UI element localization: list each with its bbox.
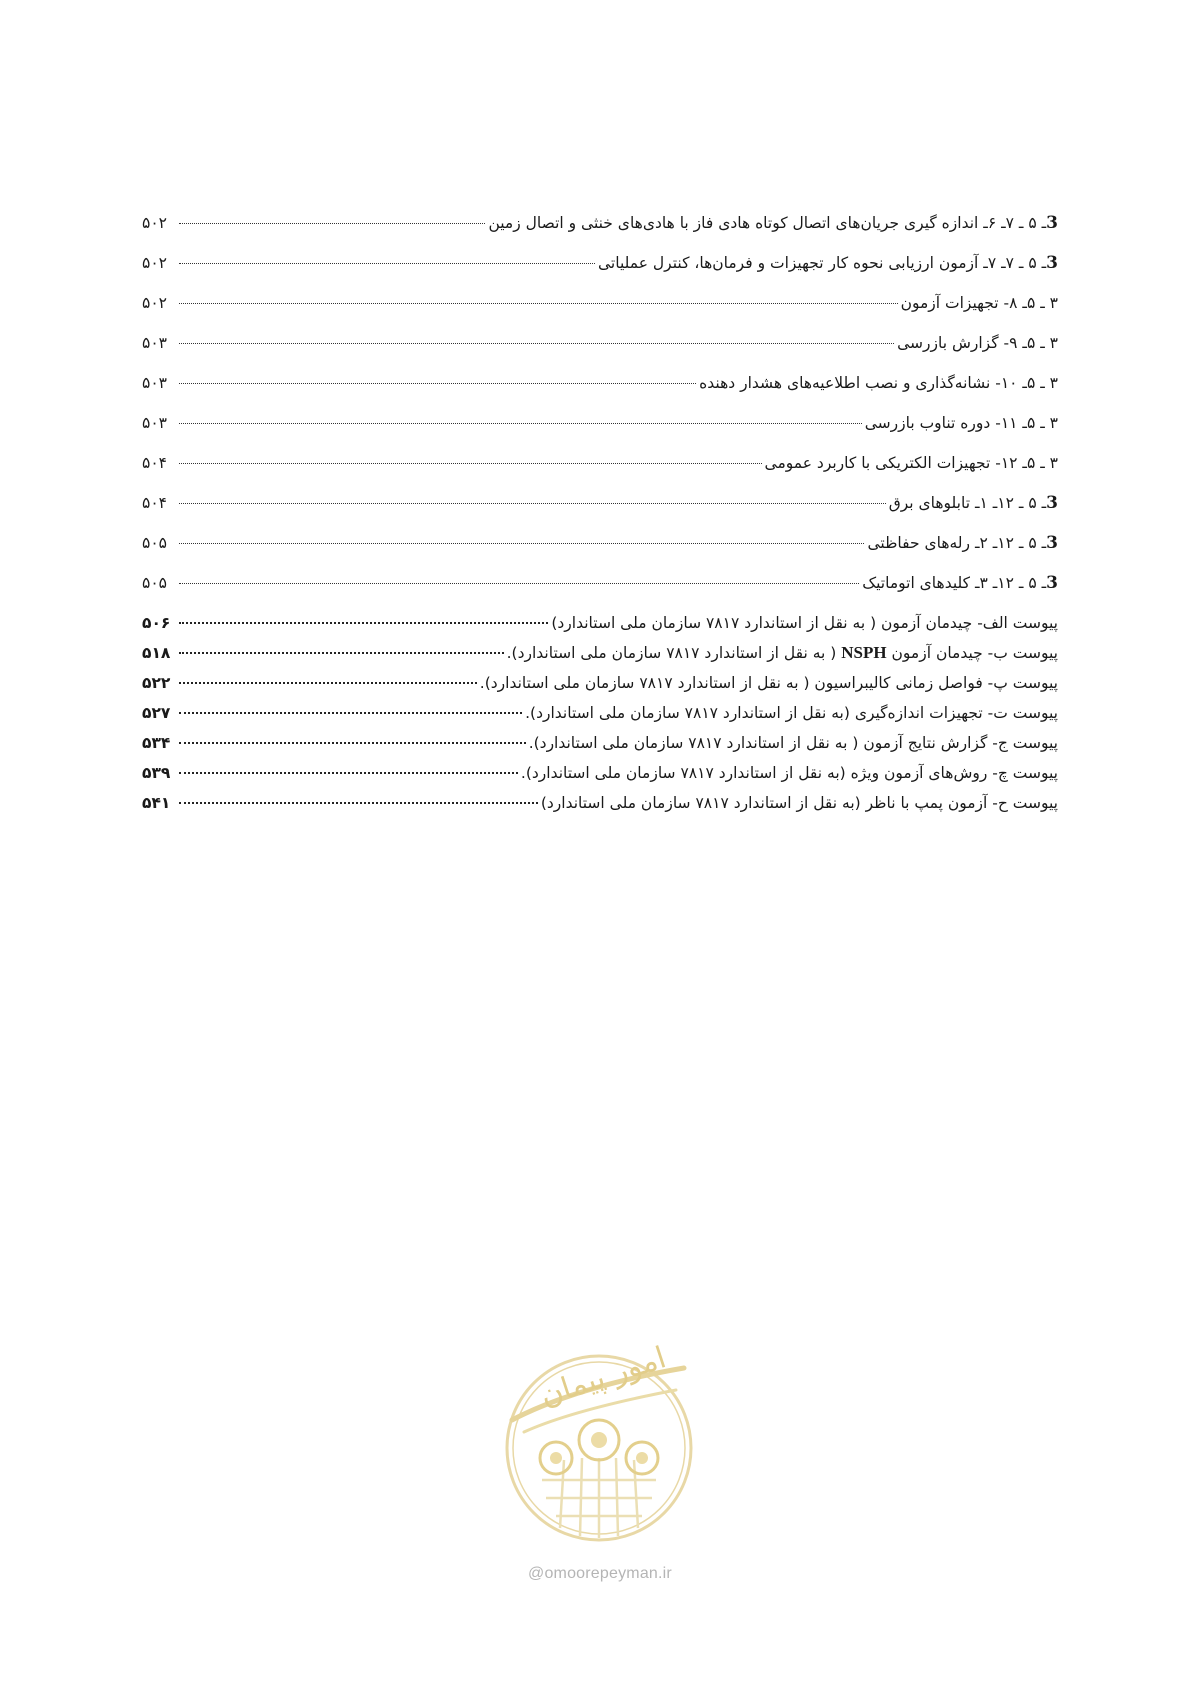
- toc-entry[interactable]: [142, 533, 1058, 573]
- dot-leader: [179, 343, 894, 344]
- seal-emblem-icon: [494, 1340, 704, 1565]
- toc-entry[interactable]: [142, 453, 1058, 493]
- dot-leader: [179, 503, 886, 504]
- toc-entry-lead: 3: [1046, 573, 1058, 593]
- toc-entry-page: ۵۰۵: [142, 574, 167, 592]
- toc-appendix-page: ۵۱۸: [142, 644, 171, 662]
- dot-leader: [179, 712, 522, 714]
- toc-entry-lead: 3: [1046, 493, 1058, 513]
- table-of-contents: [142, 213, 1058, 823]
- dot-leader: [179, 652, 504, 654]
- dot-leader: [179, 682, 477, 684]
- toc-entry[interactable]: [142, 413, 1058, 453]
- toc-appendix-entry[interactable]: [142, 793, 1058, 823]
- toc-entry-page: ۵۰۳: [142, 374, 167, 392]
- toc-entry[interactable]: [142, 253, 1058, 293]
- toc-entry-page: ۵۰۲: [142, 254, 167, 272]
- toc-entry[interactable]: [142, 213, 1058, 253]
- toc-entry-page: ۵۰۴: [142, 494, 167, 512]
- toc-entry-title: 3ـ ۵ ـ ۱۲ـ ۳ـ کلیدهای اتوماتیک: [862, 573, 1058, 593]
- toc-entry-lead: 3: [1046, 213, 1058, 233]
- toc-entry-page: ۵۰۵: [142, 534, 167, 552]
- toc-entry-title: ۳ ـ ۵ـ ۸- تجهیزات آزمون: [900, 294, 1058, 312]
- toc-entry[interactable]: [142, 373, 1058, 413]
- toc-entry[interactable]: [142, 333, 1058, 373]
- toc-entry-title: 3ـ ۵ ـ ۱۲ـ ۱ـ تابلوهای برق: [888, 493, 1058, 513]
- toc-appendix-page: ۵۳۴: [142, 734, 171, 752]
- toc-entry-title: 3ـ ۵ ـ ۷ـ ۶ـ اندازه گیری جریان‌های اتصال کوتاه هادی فاز با هادی‌های خنثی و اتصال زمین: [488, 213, 1058, 233]
- dot-leader: [179, 423, 862, 424]
- toc-entry-title: ۳ ـ ۵ـ ۱۲- تجهیزات الکتریکی با کاربرد عمومی: [764, 454, 1058, 472]
- toc-appendix-entry[interactable]: [142, 673, 1058, 703]
- toc-entry-title: ۳ ـ ۵ـ ۱۰- نشانه‌گذاری و نصب اطلاعیه‌های هشدار دهنده: [699, 374, 1058, 392]
- toc-appendix-entry[interactable]: [142, 613, 1058, 643]
- dot-leader: [179, 772, 518, 774]
- toc-appendix-title: پیوست پ- فواصل زمانی کالیبراسیون ( به نقل از استاندارد ۷۸۱۷ سازمان ملی استاندارد).: [479, 674, 1058, 692]
- toc-entry[interactable]: [142, 293, 1058, 333]
- toc-entry-page: ۵۰۲: [142, 214, 167, 232]
- toc-entry-lead: 3: [1046, 533, 1058, 553]
- toc-appendix-page: ۵۲۲: [142, 674, 171, 692]
- toc-appendix-title: پیوست الف- چیدمان آزمون ( به نقل از استاندارد ۷۸۱۷ سازمان ملی استاندارد): [551, 614, 1058, 632]
- toc-entry-page: ۵۰۲: [142, 294, 167, 312]
- toc-appendix-entry[interactable]: [142, 763, 1058, 793]
- toc-appendix-title: پیوست ب- چیدمان آزمون NSPH ( به نقل از استاندارد ۷۸۱۷ سازمان ملی استاندارد).: [506, 643, 1058, 662]
- toc-appendix-entry[interactable]: [142, 643, 1058, 673]
- toc-appendix-page: ۵۴۱: [142, 794, 171, 812]
- seal-logo-text: امور پیمان: [535, 1340, 671, 1414]
- toc-entry-title: ۳ ـ ۵ـ ۱۱- دوره تناوب بازرسی: [864, 414, 1058, 432]
- dot-leader: [179, 463, 762, 464]
- toc-appendix-title: پیوست چ- روش‌های آزمون ویژه (به نقل از استاندارد ۷۸۱۷ سازمان ملی استاندارد).: [520, 764, 1058, 782]
- toc-appendix-entry[interactable]: [142, 703, 1058, 733]
- toc-entry-page: ۵۰۳: [142, 414, 167, 432]
- dot-leader: [179, 383, 696, 384]
- toc-appendix-title: پیوست ج- گزارش نتایج آزمون ( به نقل از استاندارد ۷۸۱۷ سازمان ملی استاندارد).: [528, 734, 1058, 752]
- toc-entry-title: 3ـ ۵ ـ ۷ـ ۷ـ آزمون ارزیابی نحوه کار تجهیزات و فرمان‌ها، کنترل عملیاتی: [598, 253, 1058, 273]
- toc-appendix-page: ۵۰۶: [142, 614, 171, 632]
- toc-entry[interactable]: [142, 493, 1058, 533]
- toc-appendix-abbr: NSPH: [841, 643, 887, 662]
- dot-leader: [179, 263, 595, 264]
- toc-appendix-title: پیوست ت- تجهیزات اندازه‌گیری (به نقل از استاندارد ۷۸۱۷ سازمان ملی استاندارد).: [525, 704, 1058, 722]
- toc-entry-page: ۵۰۴: [142, 454, 167, 472]
- dot-leader: [179, 583, 859, 584]
- dot-leader: [179, 303, 898, 304]
- dot-leader: [179, 223, 485, 224]
- dot-leader: [179, 622, 548, 624]
- watermark-caption: @omoorepeyman.ir: [528, 1565, 672, 1582]
- dot-leader: [179, 742, 526, 744]
- toc-entry-title: 3ـ ۵ ـ ۱۲ـ ۲ـ رله‌های حفاظتی: [867, 533, 1058, 553]
- dot-leader: [179, 543, 864, 544]
- toc-appendix-title: پیوست ح- آزمون پمپ با ناظر (به نقل از استاندارد ۷۸۱۷ سازمان ملی استاندارد): [540, 794, 1058, 812]
- toc-appendix-page: ۵۳۹: [142, 764, 171, 782]
- watermark-logo: [494, 1340, 704, 1565]
- toc-entry-title: ۳ ـ ۵ـ ۹- گزارش بازرسی: [897, 334, 1058, 352]
- toc-appendix-page: ۵۲۷: [142, 704, 171, 722]
- toc-appendix-entry[interactable]: [142, 733, 1058, 763]
- toc-entry[interactable]: [142, 573, 1058, 613]
- dot-leader: [179, 802, 538, 804]
- toc-entry-page: ۵۰۳: [142, 334, 167, 352]
- toc-entry-lead: 3: [1046, 253, 1058, 273]
